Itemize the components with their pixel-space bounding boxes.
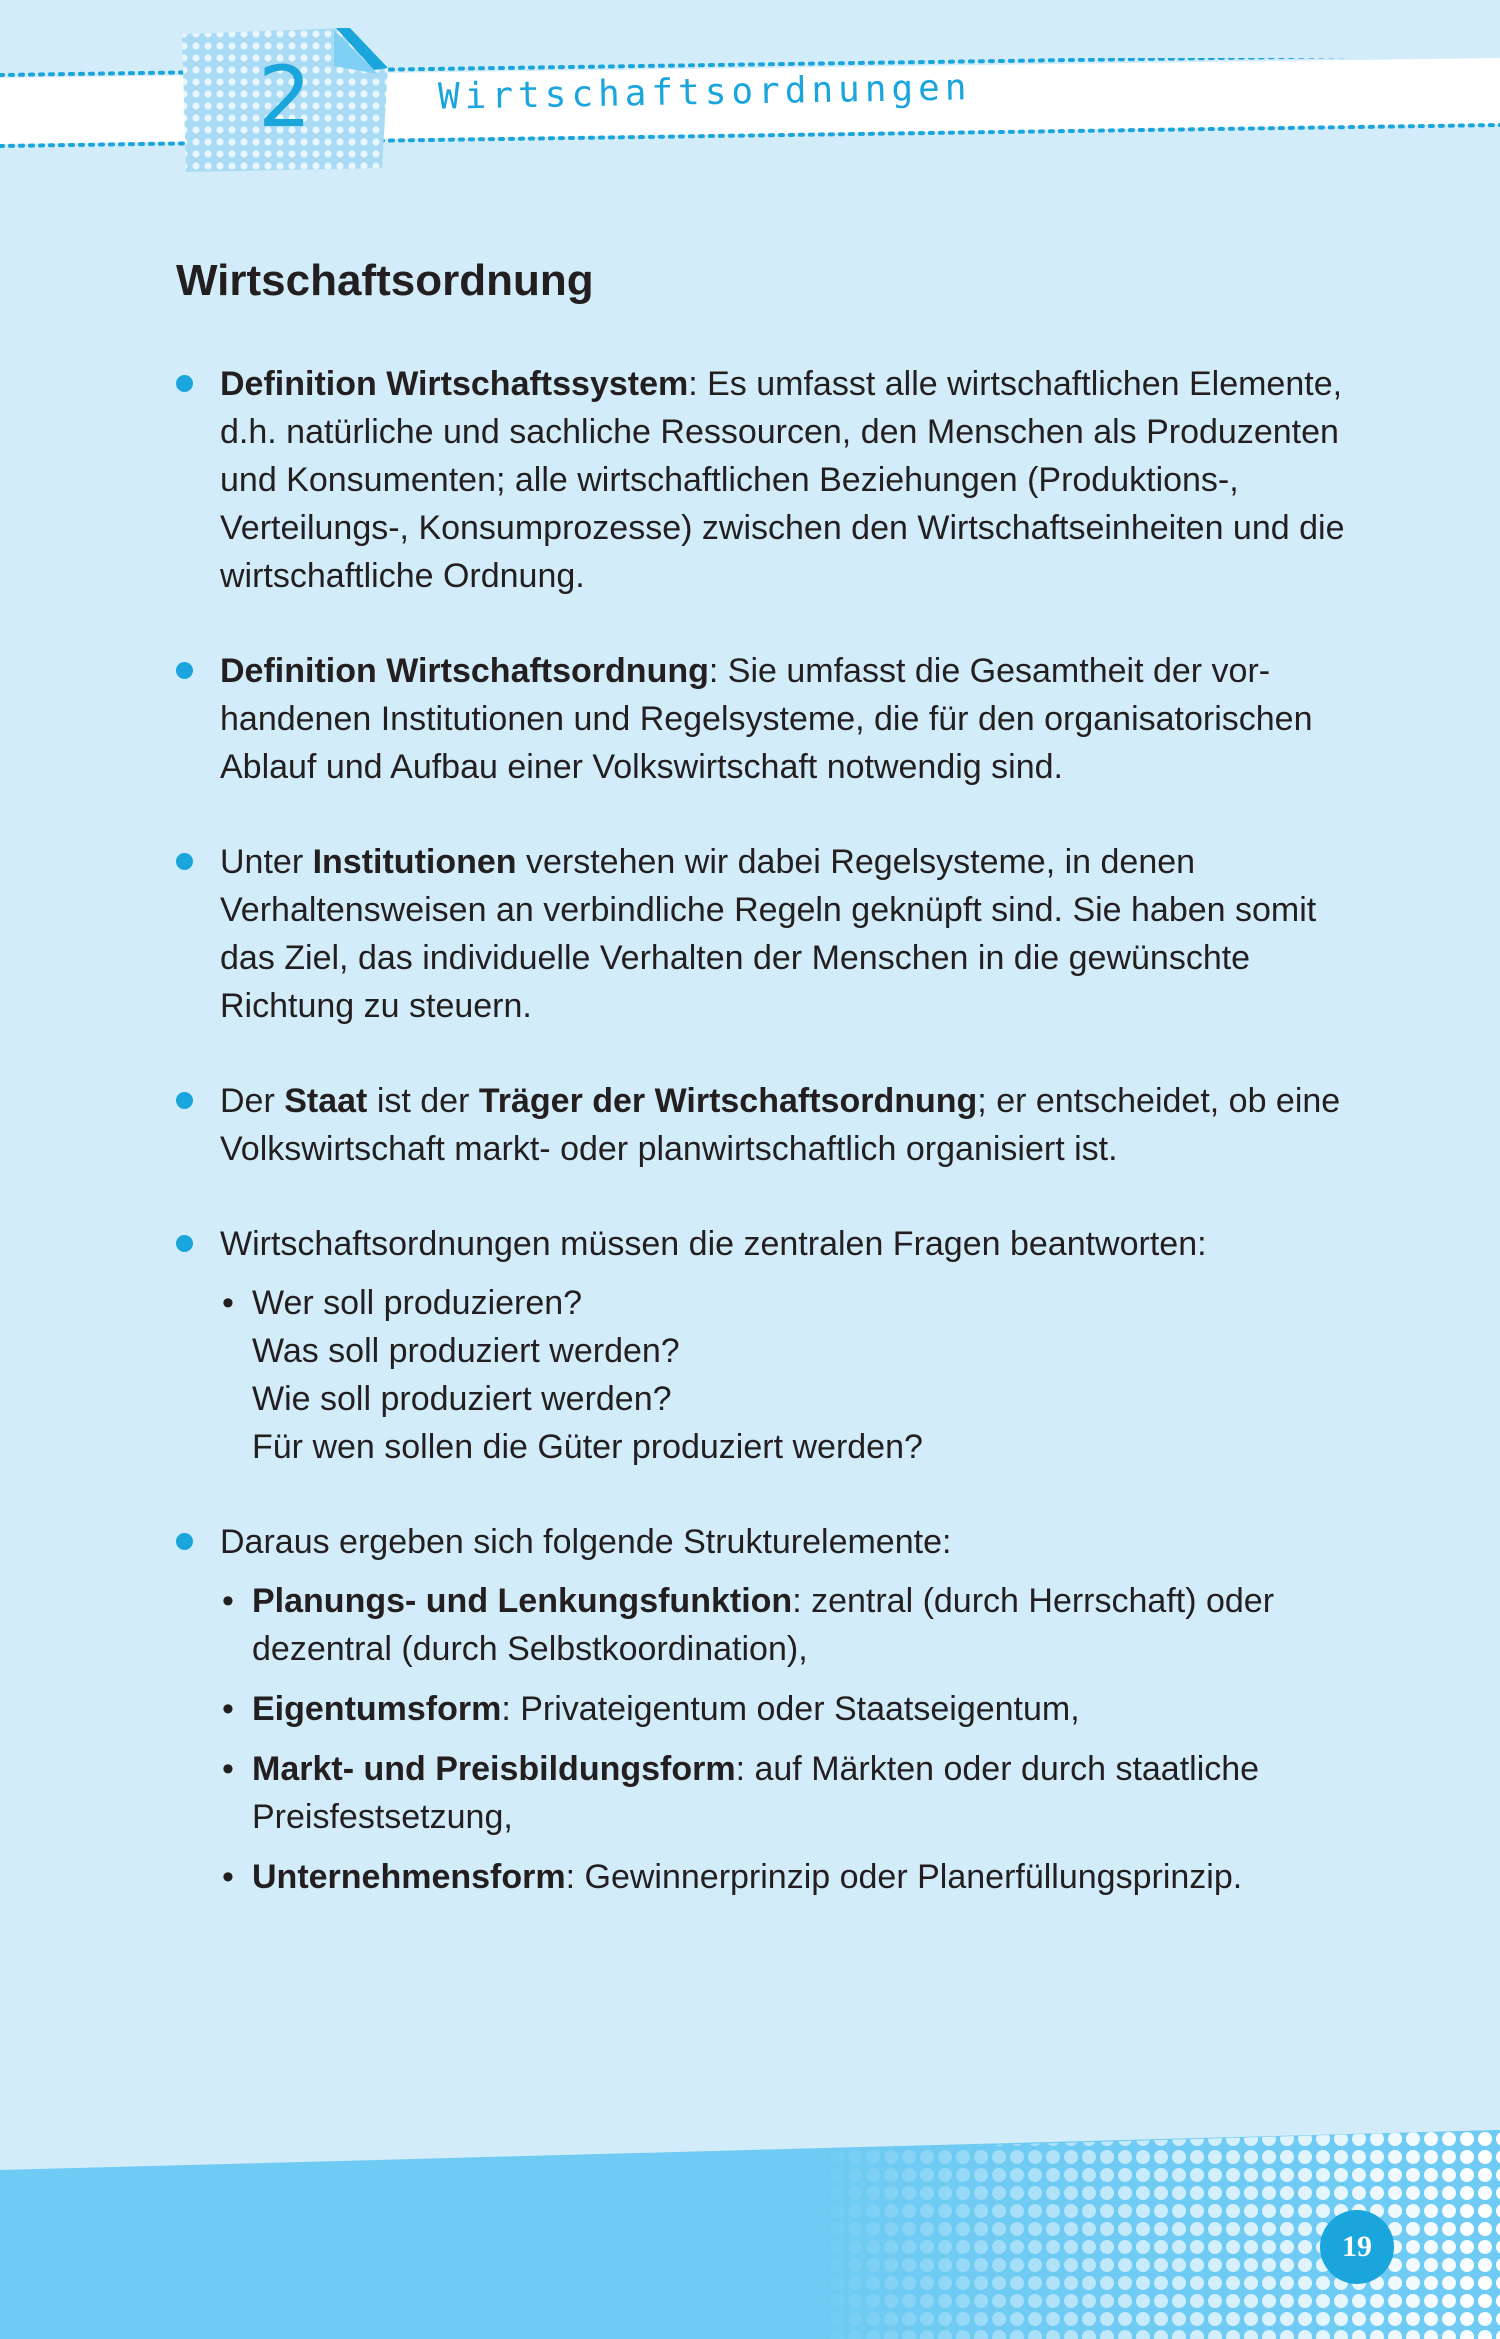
list-item-institutionen [176,838,1346,1030]
question: Für wen sollen die Güter produziert werden? [252,1428,923,1466]
list-item-wirtschaftssystem [176,360,1346,600]
chapter-title: Wirtschaftsordnungen [437,67,972,118]
structure-element [220,1577,1346,1673]
term: Institutionen [312,843,517,881]
structure-element [220,1853,1346,1901]
term: Staat [284,1082,368,1120]
content-list [176,360,1346,1948]
small-bullet: • [222,1284,234,1322]
page-number: 19 [1320,2210,1394,2284]
definition-text: : Gewinnerprinzip oder Planerfüllungsprinzip. [565,1858,1243,1896]
definition-text: ; er entscheidet, ob eine Volkswirtschaft markt- oder planwirtschaftlich organisiert ist. [220,1082,1341,1168]
bullet-dot [176,375,193,392]
list-item-staat [176,1077,1346,1173]
question-list [220,1279,1346,1471]
bullet-dot [176,1533,193,1550]
term: Definition Wirtschaftssystem [220,365,689,403]
term: Definition Wirtschaftsordnung [220,652,709,690]
chapter-number: 2 [258,48,312,146]
term: Unternehmensform [252,1858,566,1896]
text-mid: ist der [367,1082,479,1120]
structure-element [220,1685,1346,1733]
page-title: Wirtschaftsordnung [176,256,594,305]
question: Was soll produziert werden? [252,1332,680,1370]
term-2: Träger der Wirtschaftsordnung [478,1082,978,1120]
definition-text: : zentral (durch Herrschaft) oder dezentral (durch Selbstkoordination), [252,1582,1275,1668]
small-bullet: • [222,1690,234,1728]
question: Wie soll produziert werden? [252,1380,672,1418]
bullet-dot [176,853,193,870]
definition-text: : Privateigentum oder Staatseigentum, [501,1690,1080,1728]
list-item-wirtschaftsordnung [176,647,1346,791]
term: Planungs- und Lenkungsfunktion [252,1582,793,1620]
small-bullet: • [222,1858,234,1896]
structure-element [220,1745,1346,1841]
text-lead: Der [220,1082,285,1120]
definition-text: : auf Märkten oder durch staatliche Preisfestsetzung, [252,1750,1260,1836]
question: Wer soll produzieren? [252,1284,583,1322]
definition-text: : Sie umfasst die Gesamtheit der vorhandenen Institutionen und Regelsysteme, die für den organisatorischen Ablauf und Aufbau einer Volkswirtschaft notwendig sind. [220,652,1313,786]
definition-text: : Es umfasst alle wirtschaftlichen Elemente, d.h. natürliche und sachliche Ressourcen, den Menschen als Produzenten und Konsumenten; alle wirtschaftlichen Beziehungen (Produktions-, Verteilungs-, Konsumprozesse) zwischen den Wirtschaftseinheiten und die wirtschaftliche Ordnung. [220,365,1345,595]
term: Eigentumsform [252,1690,502,1728]
bullet-dot [176,1235,193,1252]
small-bullet: • [222,1582,234,1620]
item-text: Daraus ergeben sich folgende Strukturelemente: [220,1523,952,1561]
text-lead: Unter [220,843,313,881]
footer-band [0,2130,1500,2339]
question-block [220,1279,1346,1471]
small-bullet: • [222,1750,234,1788]
item-text: Wirtschaftsordnungen müssen die zentralen Fragen beantworten: [220,1225,1207,1263]
bullet-dot [176,1092,193,1109]
list-item-strukturelemente [176,1518,1346,1901]
list-item-zentrale-fragen [176,1220,1346,1471]
structure-element-list [220,1577,1346,1901]
definition-text: verstehen wir dabei Regelsysteme, in denen Verhaltensweisen an verbindliche Regeln geknüpft sind. Sie haben somit das Ziel, das individuelle Verhalten der Menschen in die gewünschte Richtung zu steuern. [220,843,1317,1025]
term: Markt- und Preisbildungsform [252,1750,736,1788]
bullet-dot [176,662,193,679]
